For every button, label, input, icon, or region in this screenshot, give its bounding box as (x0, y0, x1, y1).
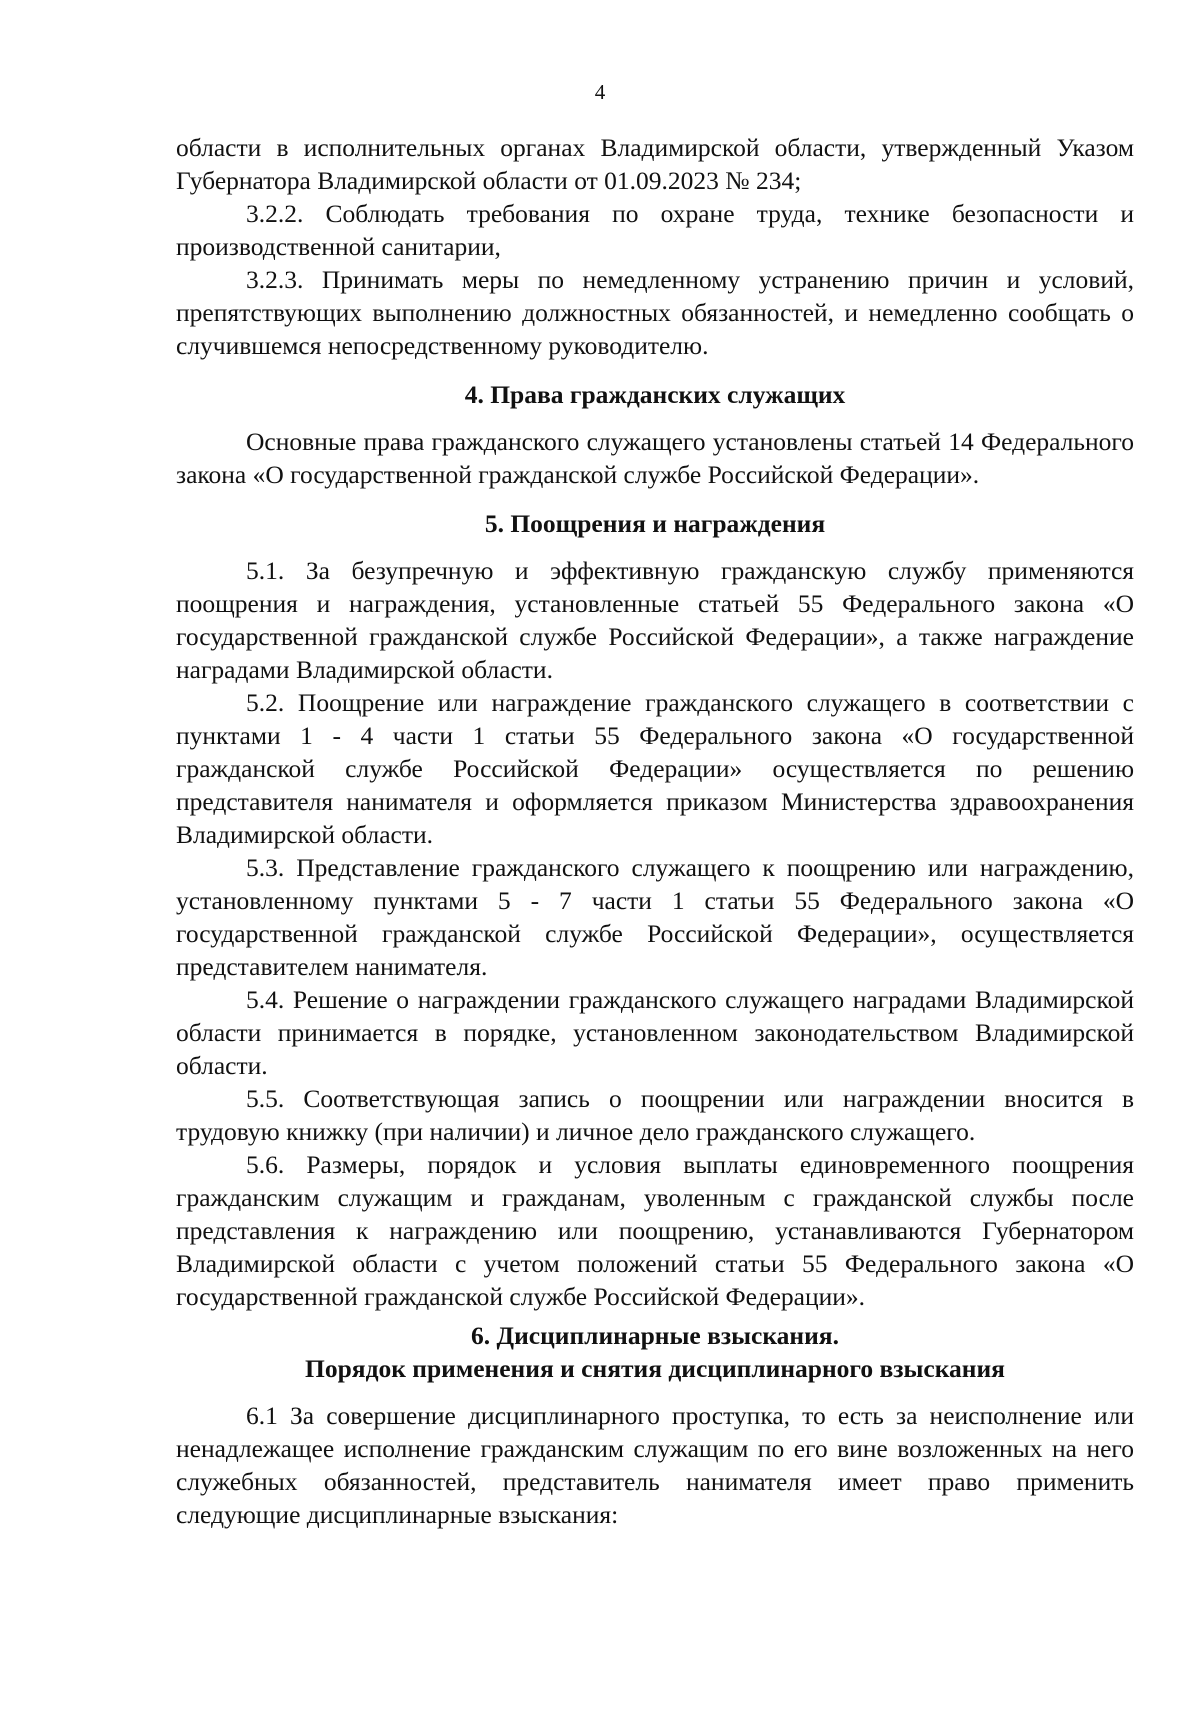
document-body (176, 131, 1134, 1531)
section-6-heading-line-2: Порядок применения и снятия дисциплинарного взыскания (305, 1354, 1005, 1383)
section-5-heading: 5. Поощрения и награждения (484, 509, 826, 538)
paragraph-5-2: 5.2. Поощрение или награждение гражданского служащего в соответствии с пунктами 1 - 4 части 1 статьи 55 Федерального закона «О государственной гражданской службе Российской Федерации» осуществляется по решению представителя нанимателя и оформляется приказом Министерства здравоохранения Владимирской области. (176, 688, 1134, 849)
paragraph-5-1: 5.1. За безупречную и эффективную гражданскую службу применяются поощрения и награждения, установленные статьей 55 Федерального закона «О государственной гражданской службе Российской Федерации», а также награждение наградами Владимирской области. (176, 556, 1134, 684)
paragraph-5-3: 5.3. Представление гражданского служащего к поощрению или награждению, установленному пунктами 5 - 7 части 1 статьи 55 Федерального закона «О государственной гражданской службе Российской Федерации», осуществляется представителем нанимателя. (176, 853, 1134, 981)
paragraph-5-5: 5.5. Соответствующая запись о поощрении или награждении вносится в трудовую книжку (при наличии) и личное дело гражданского служащего. (176, 1084, 1134, 1146)
section-4-text: Основные права гражданского служащего установлены статьей 14 Федерального закона «О государственной гражданской службе Российской Федерации». (176, 427, 1134, 489)
paragraph-6-1: 6.1 За совершение дисциплинарного проступка, то есть за неисполнение или ненадлежащее исполнение гражданским служащим по его вине возложенных на него служебных обязанностей, представитель нанимателя имеет право применить следующие дисциплинарные взыскания: (176, 1401, 1134, 1529)
paragraph-3-2-3: 3.2.3. Принимать меры по немедленному устранению причин и условий, препятствующих выполнению должностных обязанностей, и немедленно сообщать о случившемся непосредственному руководителю. (176, 265, 1134, 360)
page-number: 4 (594, 80, 606, 104)
paragraph-5-4: 5.4. Решение о награждении гражданского служащего наградами Владимирской области принимается в порядке, установленном законодательством Владимирской области. (176, 985, 1134, 1080)
section-6-heading-line-1: 6. Дисциплинарные взыскания. (471, 1321, 839, 1350)
paragraph-5-6: 5.6. Размеры, порядок и условия выплаты единовременного поощрения гражданским служащим и гражданам, уволенным с гражданской службы после представления к награждению или поощрению, устанавливаются Губернатором Владимирской области с учетом положений статьи 55 Федерального закона «О государственной гражданской службе Российской Федерации». (176, 1150, 1134, 1311)
paragraph-3-2-2: 3.2.2. Соблюдать требования по охране труда, технике безопасности и производственной санитарии, (176, 199, 1134, 261)
section-4-heading: 4. Права гражданских служащих (464, 380, 846, 409)
paragraph-continuation: области в исполнительных органах Владимирской области, утвержденный Указом Губернатора Владимирской области от 01.09.2023 № 234; (176, 133, 1134, 195)
